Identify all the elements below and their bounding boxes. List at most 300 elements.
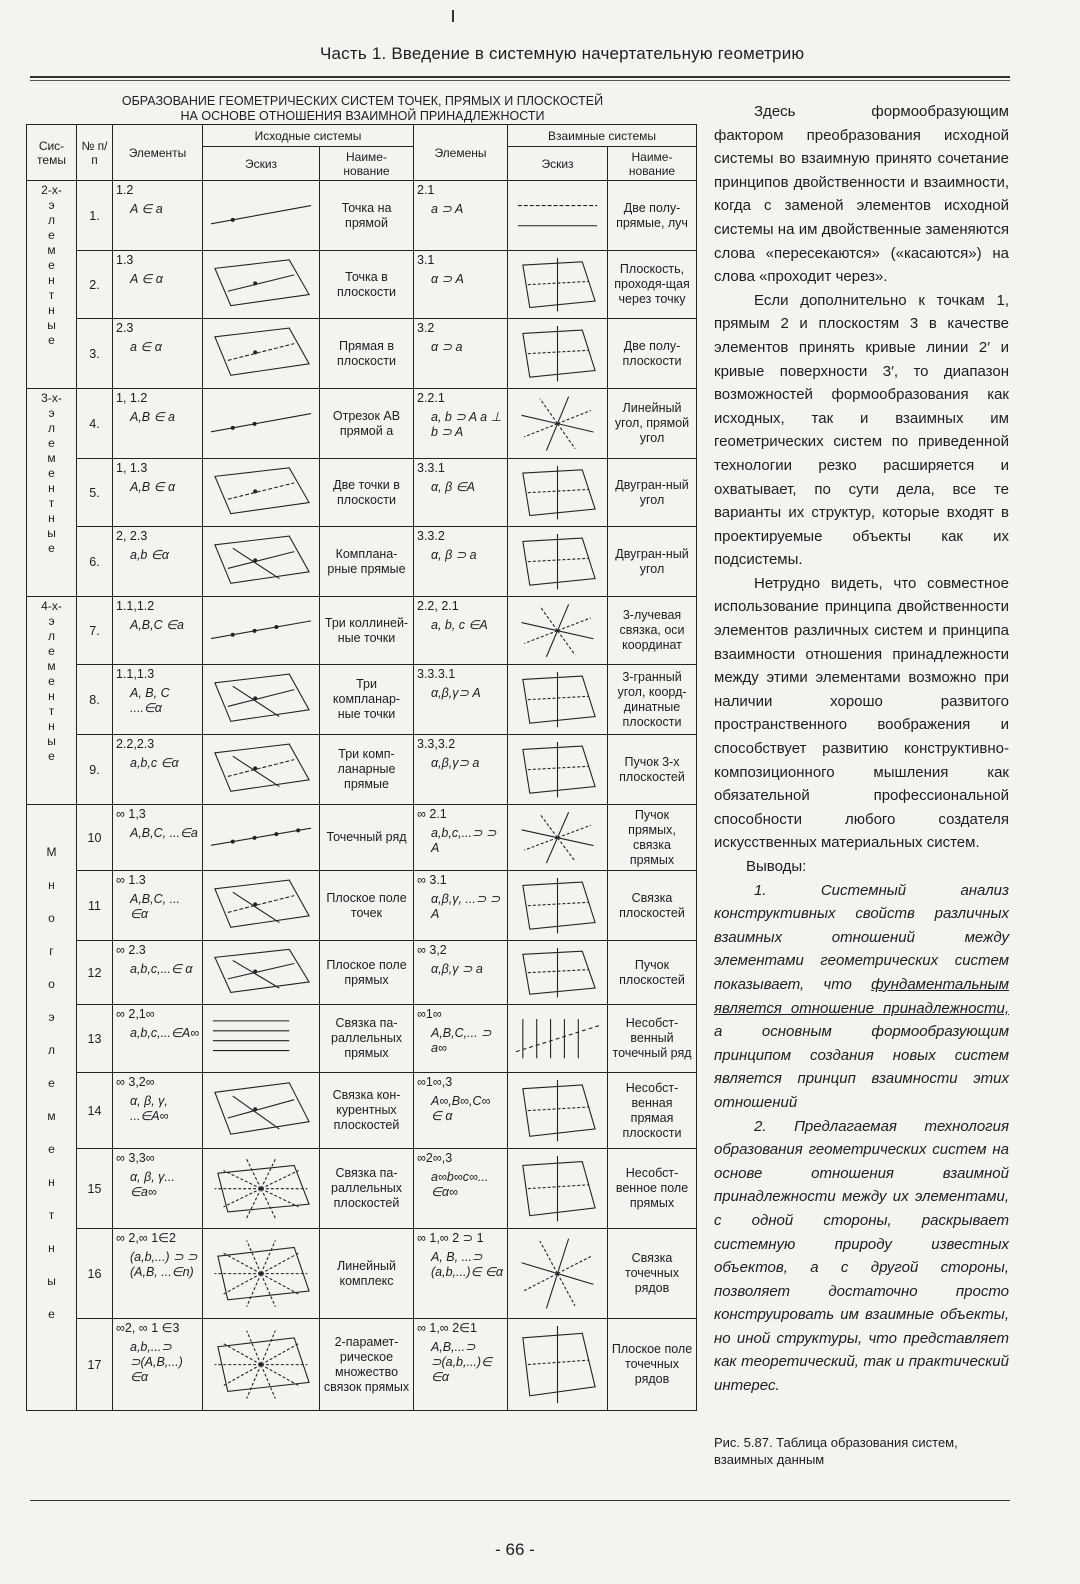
mutual-elements	[414, 319, 508, 389]
system-group-letter: е	[48, 228, 55, 242]
mutual-name	[608, 597, 697, 665]
row-number-text: 15	[87, 1181, 102, 1196]
mutual-sketch	[508, 1319, 608, 1411]
system-group-label	[27, 389, 77, 597]
mutual-expression: a∞b∞c∞... ∈α∞	[431, 1170, 489, 1199]
mutual-sketch-image	[508, 252, 607, 317]
table-row	[27, 1229, 697, 1319]
table-row	[27, 941, 697, 1005]
mutual-elements	[414, 527, 508, 597]
mutual-name	[608, 181, 697, 251]
source-sketch-image	[203, 182, 319, 249]
mutual-sketch-image	[508, 1006, 607, 1071]
source-sketch-image	[203, 1320, 319, 1409]
row-number-text: 13	[87, 1031, 102, 1046]
source-expression: a,b ∈α	[130, 548, 169, 562]
mutual-elements	[414, 1073, 508, 1149]
col-number: № п/п	[77, 125, 113, 181]
system-group-letter: е	[48, 466, 55, 480]
mutual-sketch	[508, 1005, 608, 1073]
mutual-sketch	[508, 319, 608, 389]
source-sketch-image	[203, 1230, 319, 1317]
source-elements	[113, 871, 203, 941]
table-row	[27, 319, 697, 389]
mutual-name-text: Двугран-ный угол	[615, 477, 689, 507]
source-ref: ∞ 3,3∞	[116, 1151, 155, 1165]
mutual-ref: ∞ 3.1	[417, 873, 447, 887]
source-expression: A ∈ α	[130, 272, 163, 286]
row-number	[77, 735, 113, 805]
row-number	[77, 1229, 113, 1319]
row-number-text: 1.	[89, 208, 100, 223]
mutual-name	[608, 941, 697, 1005]
system-group-letter: М	[46, 845, 57, 859]
source-ref: 1.2	[116, 183, 134, 197]
mutual-sketch	[508, 597, 608, 665]
mutual-name-text: Пучок плоскостей	[619, 957, 685, 987]
conclusion-1-a: 1. Системный анализ конструктивных свойств различных взаимных отношений между элементами геометрических систем показывает, что	[714, 881, 1009, 993]
mutual-expression: A∞,B∞,C∞ ∈ α	[431, 1094, 491, 1123]
source-sketch-image	[203, 1074, 319, 1147]
paragraph-1: Здесь формообразующим фактором преобразования исходной системы во взаимную принято сочетание принципов двойственности и взаимности, когда с заменой элементов исходной системы на им двойственные заменяются слова «пересекаются» («касаются») на слова «проходит через».	[714, 103, 1009, 286]
mutual-expression: α,β,γ, ...⊃ ⊃ A	[431, 892, 501, 921]
source-expression: α, β, γ, ...∈A∞	[130, 1094, 169, 1123]
source-sketch	[203, 805, 320, 871]
mutual-expression: A,B,...⊃ ⊃(a,b,...)∈ ∈α	[431, 1340, 492, 1384]
mutual-elements	[414, 805, 508, 871]
conclusions-title: Выводы:	[746, 858, 807, 875]
mutual-name-text: Линейный угол, прямой угол	[614, 401, 690, 445]
row-number-text: 11	[88, 898, 101, 913]
system-group-letter: н	[48, 481, 55, 495]
mutual-sketch	[508, 665, 608, 735]
system-group-label	[27, 597, 77, 805]
row-number	[77, 1073, 113, 1149]
source-name	[320, 1229, 414, 1319]
mutual-elements	[414, 251, 508, 319]
mutual-ref: ∞1∞	[417, 1007, 442, 1021]
source-sketch	[203, 459, 320, 527]
mutual-sketch-image	[508, 390, 607, 457]
row-number-text: 10	[87, 830, 102, 845]
system-group-letter: е	[48, 258, 55, 272]
row-number	[77, 319, 113, 389]
paragraph-3: Нетрудно видеть, что совместное использование принципа двойственности элементов различных систем и принципа взаимности отношения принадлежности между этими элементами возможно при наличии хорошо развитого пространственного воображения и способствует развитию конструктивно-композиционного мышления как обязательной профессиональной способности любого создателя искусственных материальных систем.	[714, 574, 1009, 852]
mutual-sketch-image	[508, 1320, 607, 1409]
mutual-ref: 2.2.1	[417, 391, 445, 405]
source-name	[320, 1073, 414, 1149]
source-expression: A, B, C ....∈α	[130, 686, 170, 715]
mutual-sketch	[508, 459, 608, 527]
source-ref: 1, 1.3	[116, 461, 148, 475]
mutual-sketch-image	[508, 806, 607, 869]
source-name-text: Три коллиней-ные точки	[324, 615, 409, 645]
source-elements	[113, 1073, 203, 1149]
mutual-sketch	[508, 805, 608, 871]
mutual-ref: ∞2∞,3	[417, 1151, 453, 1165]
source-elements	[113, 1229, 203, 1319]
mutual-name	[608, 319, 697, 389]
source-name-text: Точка на прямой	[341, 200, 392, 230]
mutual-name-text: 3-гранный угол, коорд-динатные плоскости	[617, 669, 687, 729]
system-group-letter: т	[48, 1208, 55, 1222]
mutual-sketch-image	[508, 942, 607, 1003]
mutual-ref: 2.2, 2.1	[417, 599, 459, 613]
mutual-sketch-image	[508, 182, 607, 249]
system-group-label	[27, 805, 77, 1411]
system-group-letter: м	[47, 1109, 56, 1123]
source-expression: A,B,C, ... ∈α	[130, 892, 181, 921]
mutual-expression: α,β,γ⊃ a	[431, 756, 480, 770]
system-group-letter: н	[48, 689, 55, 703]
source-elements	[113, 665, 203, 735]
source-ref: 2.3	[116, 321, 134, 335]
source-name-text: Связка па-раллельных плоскостей	[331, 1166, 402, 1210]
mutual-expression: α, β ∈A	[431, 480, 475, 494]
mutual-name	[608, 1073, 697, 1149]
system-group-letter: н	[48, 1175, 55, 1189]
system-group-letter: ы	[47, 734, 56, 748]
mutual-ref: ∞1∞,3	[417, 1075, 453, 1089]
system-group-letter: л	[47, 629, 55, 643]
system-group-label	[27, 181, 77, 389]
source-expression: a ∈ α	[130, 340, 162, 354]
system-group-letter: 3-х-	[41, 391, 62, 405]
mutual-name	[608, 1319, 697, 1411]
conclusion-2: 2. Предлагаемая технология образования геометрических систем на основе отношения взаимной принадлежности между их элементами, с одной стороны, раскрывает системную природу известных объектов, а с другой стороны, позволяет достаточно просто конструировать им взаимные объекты, но иной структуры, что представляет как теоретический, так и практический интерес.	[714, 1117, 1009, 1395]
system-group-letter: н	[48, 303, 55, 317]
source-name	[320, 251, 414, 319]
mutual-sketch	[508, 389, 608, 459]
source-name-text: Точечный ряд	[326, 830, 407, 844]
mutual-name	[608, 871, 697, 941]
system-group-letter: м	[47, 243, 56, 257]
source-elements	[113, 389, 203, 459]
table-row	[27, 181, 697, 251]
source-ref: ∞2, ∞ 1 ∈3	[116, 1321, 180, 1335]
col-mutual-systems: Взаимные системы	[508, 125, 697, 147]
system-group-letter: т	[48, 288, 55, 302]
mutual-elements	[414, 1005, 508, 1073]
system-group-letter: е	[48, 644, 55, 658]
source-sketch	[203, 319, 320, 389]
mutual-name	[608, 389, 697, 459]
mutual-elements	[414, 1319, 508, 1411]
table-row	[27, 251, 697, 319]
mutual-name-text: Пучок прямых, связка прямых	[628, 807, 676, 867]
row-number	[77, 251, 113, 319]
mutual-sketch-image	[508, 1074, 607, 1147]
mutual-expression: A,B,C,... ⊃ a∞	[431, 1026, 492, 1055]
mutual-expression: a, b, c ∈A	[431, 618, 488, 632]
system-group-letter: е	[48, 674, 55, 688]
source-sketch-image	[203, 942, 319, 1003]
system-group-letter: н	[48, 878, 55, 892]
source-name-text: 2-парамет-рическое множество связок прямых	[323, 1334, 410, 1394]
source-name-text: Три комп-ланарные прямые	[337, 747, 396, 791]
conclusion-1-underlined: фундаментальным является отношение принадлежности,	[714, 975, 1009, 1017]
source-sketch-image	[203, 390, 319, 457]
source-name-text: Отрезок AB прямой a	[332, 408, 401, 438]
mutual-expression: α ⊃ a	[431, 340, 463, 354]
source-ref: 1.1,1.2	[116, 599, 155, 613]
systems-table	[26, 124, 697, 1411]
col-systems: Сис-темы	[27, 125, 77, 181]
mutual-sketch-image	[508, 872, 607, 939]
source-sketch	[203, 389, 320, 459]
system-group-letter: е	[48, 541, 55, 555]
mutual-name	[608, 665, 697, 735]
mutual-name-text: Плоскость, проходя-щая через точку	[614, 262, 690, 306]
row-number	[77, 597, 113, 665]
source-name	[320, 871, 414, 941]
mutual-sketch-image	[508, 1150, 607, 1227]
row-number	[77, 459, 113, 527]
mutual-sketch-image	[508, 528, 607, 595]
source-expression: a,b,c,...∈ α	[130, 962, 193, 976]
source-sketch	[203, 1005, 320, 1073]
source-elements	[113, 527, 203, 597]
mutual-expression: a, b ⊃ A a ⊥ b ⊃ A	[431, 410, 502, 439]
mutual-name-text: 3-лучевая связка, оси координат	[619, 608, 685, 652]
source-name-text: Прямая в плоскости	[337, 338, 396, 368]
mutual-ref: 3.3.2	[417, 529, 445, 543]
source-sketch-image	[203, 528, 319, 595]
source-name	[320, 597, 414, 665]
mutual-name-text: Двугран-ный угол	[615, 546, 689, 576]
mutual-ref: 3.3.3.1	[417, 667, 456, 681]
table-row	[27, 805, 697, 871]
col-elements2: Элемены	[414, 125, 508, 181]
mutual-sketch	[508, 1149, 608, 1229]
source-expression: a,b,c,...∈A∞	[130, 1026, 200, 1040]
mutual-name-text: Плоское поле точечных рядов	[611, 1342, 693, 1386]
table-row	[27, 1149, 697, 1229]
source-name-text: Связка кон-курентных плоскостей	[332, 1088, 401, 1132]
paragraph-2: Если дополнительно к точкам 1, прямым 2 и плоскостям 3 в качестве элементов принять кривые линии 2′ и кривые поверхности 3′, то диапазон возможностей формообразования как исходных, так и взаимных им геометрических систем по приведенной технологии резко расширяется и охватывает, по сути дела, все те варианты их структур, которые входят в проектируемые объекты как их подсистемы.	[714, 291, 1009, 569]
source-name	[320, 319, 414, 389]
mutual-sketch	[508, 181, 608, 251]
mutual-name-text: Две полу-прямые, луч	[616, 200, 688, 230]
source-elements	[113, 941, 203, 1005]
mutual-expression: A, B, ...⊃ (a,b,...)∈ ∈α	[431, 1250, 503, 1279]
header-rule-thin	[30, 80, 1010, 81]
mutual-sketch-image	[508, 598, 607, 663]
source-elements	[113, 319, 203, 389]
source-name	[320, 665, 414, 735]
table-row	[27, 1319, 697, 1411]
row-number	[77, 1149, 113, 1229]
source-expression: A,B ∈ α	[130, 480, 176, 494]
row-number	[77, 941, 113, 1005]
system-group-letter: е	[48, 436, 55, 450]
source-expression: α, β, γ... ∈a∞	[130, 1170, 175, 1199]
source-sketch-image	[203, 1006, 319, 1071]
system-group-letter: э	[48, 198, 55, 212]
system-group-letter: н	[48, 273, 55, 287]
source-sketch-image	[203, 872, 319, 939]
mutual-sketch-image	[508, 666, 607, 733]
system-group-letter: е	[48, 333, 55, 347]
row-number	[77, 181, 113, 251]
mutual-name-text: Несобст-венная прямая плоскости	[622, 1080, 682, 1140]
source-sketch	[203, 181, 320, 251]
mutual-ref: 3.1	[417, 253, 435, 267]
mutual-name-text: Пучок 3-х плоскостей	[619, 754, 685, 784]
source-sketch	[203, 735, 320, 805]
system-group-letter: г	[49, 944, 54, 958]
mutual-ref: ∞ 1,∞ 2 ⊃ 1	[417, 1231, 484, 1245]
source-sketch	[203, 941, 320, 1005]
source-expression: (a,b,...) ⊃ ⊃ (A,B, ...∈n)	[130, 1250, 198, 1279]
row-number-text: 3.	[89, 346, 100, 361]
table-row	[27, 459, 697, 527]
mutual-elements	[414, 597, 508, 665]
mutual-name-text: Несобст-венный точечный ряд	[612, 1016, 692, 1060]
mutual-expression: α ⊃ A	[431, 272, 464, 286]
mutual-expression: a ⊃ A	[431, 202, 464, 216]
running-header: Часть 1. Введение в системную начертательную геометрию	[320, 44, 805, 63]
source-name-text: Точка в плоскости	[337, 269, 396, 299]
mutual-sketch	[508, 1229, 608, 1319]
mutual-name	[608, 1229, 697, 1319]
row-number-text: 5.	[89, 485, 100, 500]
row-number	[77, 1319, 113, 1411]
mutual-elements	[414, 941, 508, 1005]
source-sketch	[203, 527, 320, 597]
source-ref: ∞ 2,1∞	[116, 1007, 155, 1021]
mutual-ref: 2.1	[417, 183, 435, 197]
system-group-letter: ы	[47, 318, 56, 332]
col-name2: Наиме-нование	[608, 147, 697, 181]
mutual-expression: α,β,γ ⊃ a	[431, 962, 483, 976]
source-sketch-image	[203, 252, 319, 317]
mutual-sketch	[508, 871, 608, 941]
mutual-sketch-image	[508, 736, 607, 803]
source-expression: a,b,...⊃ ⊃(A,B,...) ∈α	[130, 1340, 183, 1384]
system-group-letter: е	[48, 1076, 55, 1090]
mutual-name-text: Несобст-венное поле прямых	[615, 1166, 689, 1210]
system-group-letter: т	[48, 704, 55, 718]
source-sketch-image	[203, 666, 319, 733]
row-number	[77, 665, 113, 735]
mutual-elements	[414, 459, 508, 527]
mutual-sketch-image	[508, 460, 607, 525]
source-name	[320, 459, 414, 527]
mutual-elements	[414, 1229, 508, 1319]
system-group-letter: т	[48, 496, 55, 510]
source-elements	[113, 251, 203, 319]
system-group-letter: л	[47, 213, 55, 227]
mutual-name-text: Связка точечных рядов	[625, 1251, 679, 1295]
col-name: Наиме-нование	[320, 147, 414, 181]
system-group-letter: н	[48, 511, 55, 525]
mutual-name	[608, 459, 697, 527]
source-name-text: Линейный комплекс	[337, 1258, 396, 1288]
conclusion-1	[714, 879, 1009, 1115]
table-row	[27, 871, 697, 941]
source-name	[320, 1149, 414, 1229]
row-number-text: 6.	[89, 554, 100, 569]
system-group-letter: н	[48, 1241, 55, 1255]
row-number	[77, 389, 113, 459]
table-row	[27, 527, 697, 597]
source-elements	[113, 1149, 203, 1229]
mutual-sketch	[508, 251, 608, 319]
mutual-elements	[414, 735, 508, 805]
row-number	[77, 1005, 113, 1073]
system-group-letter: 4-х-	[41, 599, 62, 613]
col-source-systems: Исходные системы	[203, 125, 414, 147]
mutual-expression: α, β ⊃ a	[431, 548, 477, 562]
source-ref: 2.2,2.3	[116, 737, 155, 751]
table-row	[27, 389, 697, 459]
mutual-name	[608, 805, 697, 871]
source-name-text: Три компланар-ные точки	[332, 677, 401, 721]
source-name	[320, 735, 414, 805]
row-number-text: 16	[87, 1266, 102, 1281]
mutual-ref: ∞ 3,2	[417, 943, 447, 957]
table-caption	[30, 94, 695, 124]
row-number	[77, 805, 113, 871]
mutual-sketch	[508, 1073, 608, 1149]
row-number-text: 12	[87, 965, 102, 980]
source-ref: ∞ 1.3	[116, 873, 146, 887]
mutual-expression: α,β,γ⊃ A	[431, 686, 481, 700]
source-name-text: Плоское поле точек	[326, 890, 407, 920]
source-elements	[113, 805, 203, 871]
row-number-text: 14	[87, 1103, 102, 1118]
source-elements	[113, 597, 203, 665]
source-name-text: Связка па-раллельных прямых	[331, 1016, 402, 1060]
table-row	[27, 597, 697, 665]
source-elements	[113, 1005, 203, 1073]
system-group-letter: э	[48, 406, 55, 420]
mutual-name	[608, 735, 697, 805]
row-number-text: 7.	[89, 623, 100, 638]
row-number-text: 8.	[89, 692, 100, 707]
source-sketch	[203, 251, 320, 319]
row-number	[77, 871, 113, 941]
header-rule	[30, 76, 1010, 78]
col-elements: Элементы	[113, 125, 203, 181]
mutual-ref: ∞ 2.1	[417, 807, 447, 821]
source-name-text: Плоское поле прямых	[326, 957, 407, 987]
source-sketch-image	[203, 806, 319, 869]
row-number-text: 2.	[89, 277, 100, 292]
mutual-ref: 3.2	[417, 321, 435, 335]
system-group-letter: ы	[47, 1274, 56, 1288]
source-elements	[113, 735, 203, 805]
system-group-letter: м	[47, 451, 56, 465]
row-number-text: 17	[87, 1357, 102, 1372]
source-expression: A,B,C ∈a	[130, 618, 184, 632]
source-expression: A,B,C, ...∈a	[130, 826, 198, 840]
col-sketch2: Эскиз	[508, 147, 608, 181]
mutual-elements	[414, 389, 508, 459]
source-ref: ∞ 1,3	[116, 807, 146, 821]
source-name	[320, 805, 414, 871]
source-elements	[113, 459, 203, 527]
table-caption-line2: НА ОСНОВЕ ОТНОШЕНИЯ ВЗАИМНОЙ ПРИНАДЛЕЖНОСТИ	[180, 109, 545, 123]
source-elements	[113, 1319, 203, 1411]
mutual-sketch	[508, 735, 608, 805]
system-group-letter: е	[48, 1307, 55, 1321]
source-expression: A ∈ a	[130, 202, 163, 216]
mutual-elements	[414, 181, 508, 251]
source-sketch	[203, 665, 320, 735]
table-row	[27, 1005, 697, 1073]
